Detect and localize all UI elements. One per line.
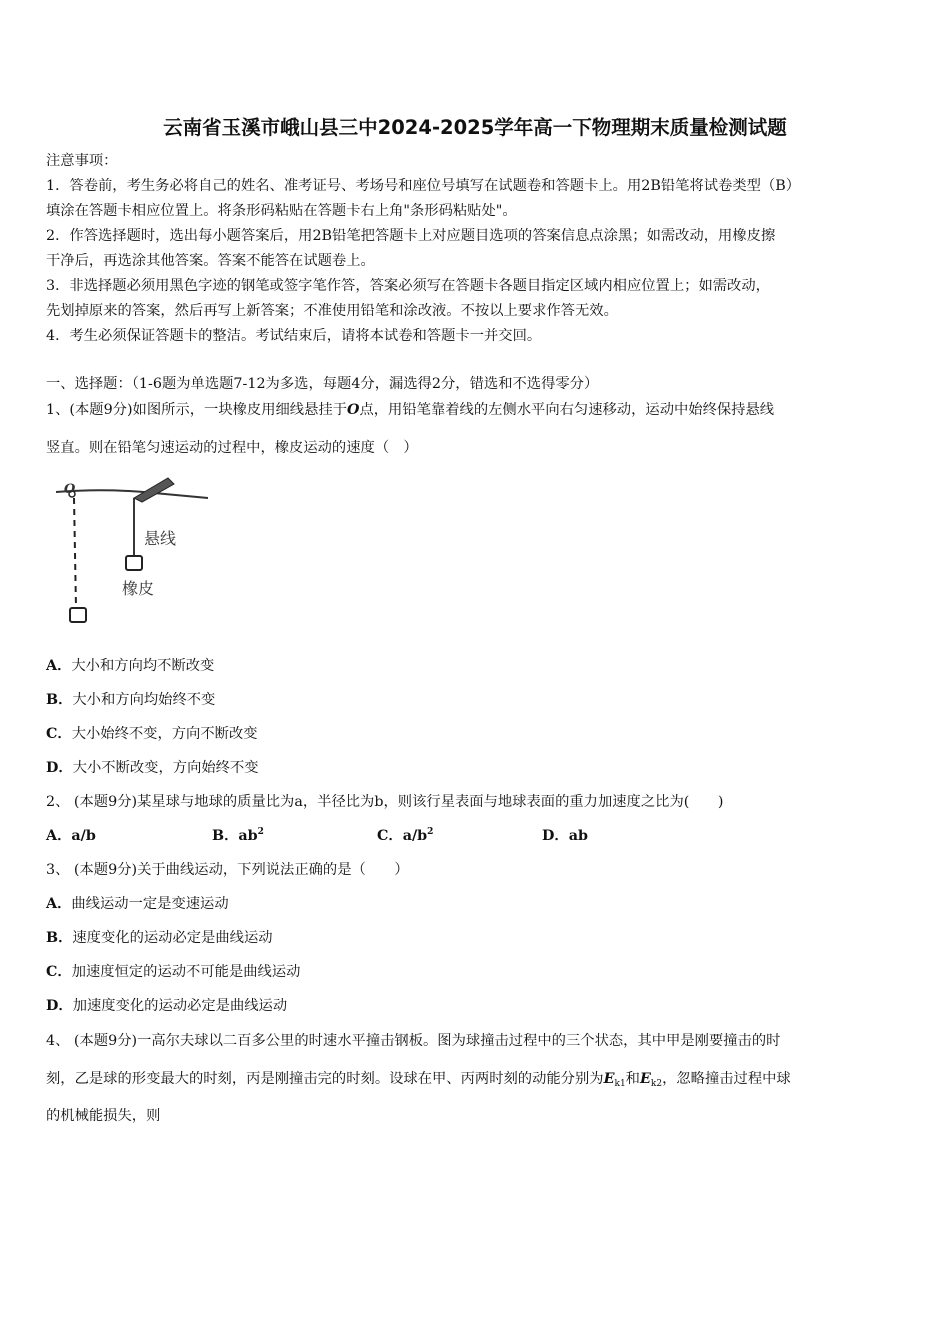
- option-text: 大小始终不变，方向不断改变: [71, 726, 258, 742]
- q4-ek2-subscript: k2: [650, 1079, 663, 1089]
- q4-stem-line-3: 的机械能损失，则: [46, 1108, 161, 1124]
- option-text: ab: [568, 828, 588, 844]
- q3-stem: 3、 (本题9分)关于曲线运动，下列说法正确的是（ ）: [46, 862, 409, 878]
- option-superscript: 2: [427, 827, 434, 837]
- q1-option-b: [46, 690, 215, 710]
- q4-ek1-subscript: k1: [614, 1079, 626, 1089]
- figure-o-label: O: [64, 482, 76, 497]
- figure-thread-label: 悬线: [144, 529, 177, 548]
- option-text: 大小不断改变，方向始终不变: [72, 760, 259, 776]
- q3-option-d: [46, 996, 287, 1016]
- option-text: a/b: [71, 828, 96, 844]
- q4-stem-text: ，忽略撞击过程中球: [662, 1071, 791, 1087]
- option-text: a/b: [402, 828, 428, 844]
- q3-option-c: [46, 962, 300, 982]
- q2-option-c: [377, 826, 433, 846]
- option-letter: B．: [46, 930, 73, 946]
- q4-ek1-symbol: E: [603, 1071, 615, 1087]
- q1-option-a: [46, 656, 214, 676]
- option-letter: C．: [377, 828, 403, 844]
- q1-stem-line-1: [46, 400, 774, 420]
- option-text: 加速度变化的运动必定是曲线运动: [72, 998, 288, 1014]
- q3-option-b: [46, 928, 273, 948]
- q1-stem-line-2: 竖直。则在铅笔匀速运动的过程中，橡皮运动的速度（ ）: [46, 440, 418, 456]
- option-letter: D．: [46, 998, 73, 1014]
- notice-line-5: 3．非选择题必须用黑色字迹的钢笔或签字笔作答，答案必须写在答题卡各题目指定区域内相应位置上；如需改动，: [46, 278, 770, 294]
- notice-line-3: 2．作答选择题时，选出每小题答案后，用2B铅笔把答题卡上对应题目选项的答案信息点涂黑；如需改动，用橡皮擦: [46, 228, 776, 244]
- option-letter: A．: [46, 828, 72, 844]
- pendulum-diagram: [46, 476, 216, 632]
- option-text: ab: [238, 828, 258, 844]
- q1-option-c: [46, 724, 258, 744]
- option-letter: D．: [542, 828, 569, 844]
- notice-line-1: 1．答卷前，考生务必将自己的姓名、准考证号、考场号和座位号填写在试题卷和答题卡上。用2B铅笔将试卷类型（B）: [46, 178, 801, 194]
- option-letter: B．: [46, 692, 73, 708]
- eraser-middle-icon: [126, 556, 142, 570]
- figure-eraser-label: 橡皮: [122, 579, 155, 598]
- q4-stem-line-2: [46, 1069, 791, 1089]
- section-heading: 一、选择题：（1-6题为单选题7-12为多选，每题4分，漏选得2分，错选和不选得零分）: [46, 376, 599, 392]
- q4-stem-line-1: 4、 (本题9分)一高尔夫球以二百多公里的时速水平撞击钢板。图为球撞击过程中的三个状态，其中甲是刚要撞击的时: [46, 1033, 781, 1049]
- notice-line-2: 填涂在答题卡相应位置上。将条形码粘贴在答题卡右上角"条形码粘贴处"。: [46, 203, 517, 219]
- option-text: 大小和方向均不断改变: [71, 658, 215, 674]
- option-letter: C．: [46, 726, 72, 742]
- option-letter: B．: [212, 828, 239, 844]
- q1-option-d: [46, 758, 259, 778]
- q2-option-a: [46, 826, 96, 846]
- dashed-path-line: [74, 498, 76, 608]
- q1-stem-b: 点，用铅笔靠着线的左侧水平向右匀速移动，运动中始终保持悬线: [359, 402, 775, 418]
- option-letter: D．: [46, 760, 73, 776]
- q2-option-b: [212, 826, 264, 846]
- q3-option-a: [46, 894, 229, 914]
- option-text: 速度变化的运动必定是曲线运动: [72, 930, 273, 946]
- option-text: 加速度恒定的运动不可能是曲线运动: [71, 964, 301, 980]
- notice-heading: 注意事项：: [46, 153, 118, 169]
- notice-line-4: 干净后，再选涂其他答案。答案不能答在试题卷上。: [46, 253, 375, 269]
- q4-conjunction: 和: [625, 1071, 640, 1087]
- option-text: 大小和方向均始终不变: [72, 692, 216, 708]
- pencil-icon: [134, 478, 174, 502]
- option-letter: A．: [46, 896, 72, 912]
- q4-ek2-symbol: E: [639, 1071, 651, 1087]
- page-title: 云南省玉溪市峨山县三中2024-2025学年高一下物理期末质量检测试题: [163, 116, 787, 139]
- q2-stem: 2、 (本题9分)某星球与地球的质量比为a，半径比为b，则该行星表面与地球表面的重力加速度之比为( ): [46, 794, 724, 810]
- q1-stem-a: 1、(本题9分)如图所示，一块橡皮用细线悬挂于: [46, 402, 347, 418]
- option-letter: A．: [46, 658, 72, 674]
- q4-stem-text: 刻，乙是球的形变最大的时刻，丙是刚撞击完的时刻。设球在甲、丙两时刻的动能分别为: [46, 1071, 604, 1087]
- notice-line-7: 4．考生必须保证答题卡的整洁。考试结束后，请将本试卷和答题卡一并交回。: [46, 328, 542, 344]
- q2-option-d: [542, 826, 588, 846]
- q1-point-o: O: [347, 402, 360, 418]
- option-superscript: 2: [257, 827, 264, 837]
- q1-figure: [46, 476, 216, 632]
- eraser-bottom-icon: [70, 608, 86, 622]
- ceiling-line: [56, 490, 208, 498]
- option-text: 曲线运动一定是变速运动: [71, 896, 229, 912]
- option-letter: C．: [46, 964, 72, 980]
- notice-line-6: 先划掉原来的答案，然后再写上新答案；不准使用铅笔和涂改液。不按以上要求作答无效。: [46, 303, 618, 319]
